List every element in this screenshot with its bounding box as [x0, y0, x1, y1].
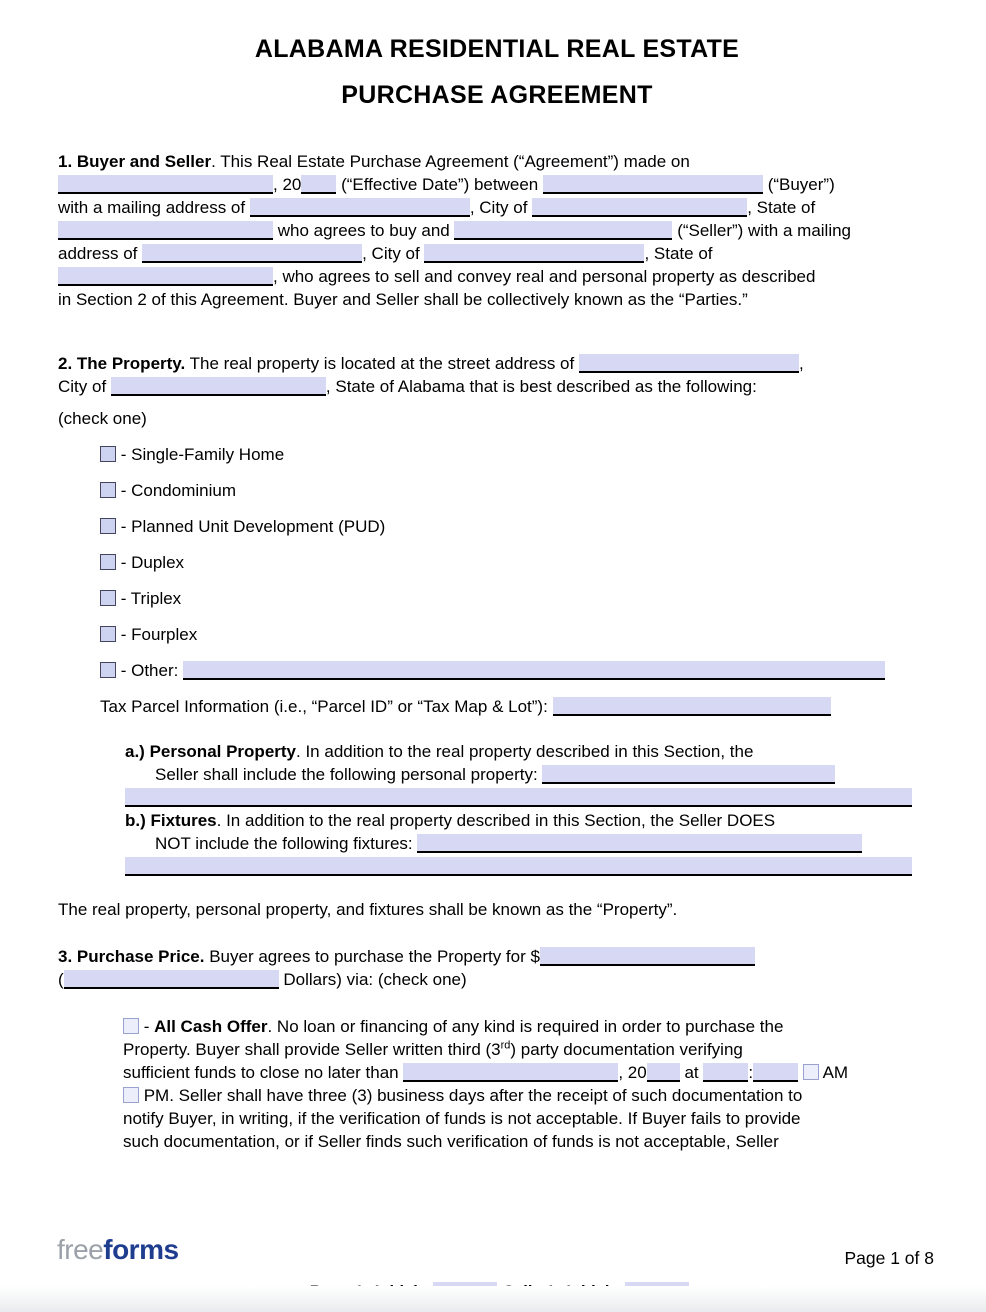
text-run: sufficient funds to close no later than [123, 1063, 404, 1082]
text-run: , who agrees to sell and convey real and personal property as described [273, 267, 816, 286]
text-run: AM [818, 1063, 849, 1082]
text-run: (“Effective Date”) between [336, 175, 543, 194]
superscript-text: rd [500, 1039, 511, 1052]
text-run: , State of [644, 244, 713, 263]
text-run: ) party documentation verifying [510, 1040, 743, 1059]
checkbox-all-cash-offer[interactable] [123, 1018, 139, 1034]
text-run: , State of Alabama that is best described as the following: [325, 377, 757, 396]
field-street-address[interactable] [579, 354, 799, 373]
text-run: . In addition to the real property described in this Section, the [296, 742, 754, 761]
logo-forms-text: forms [103, 1234, 179, 1265]
checkbox-pud[interactable] [100, 518, 116, 534]
property-type-options [100, 443, 936, 682]
text-run: Tax Parcel Information (i.e., “Parcel ID” or “Tax Map & Lot”): [100, 697, 553, 716]
text-run: in Section 2 of this Agreement. Buyer and Seller shall be collectively known as the “Parties.” [58, 290, 748, 309]
text-run: City of [58, 377, 111, 396]
field-seller-state[interactable] [58, 267, 273, 286]
checkbox-triplex[interactable] [100, 590, 116, 606]
field-funds-hour[interactable] [703, 1063, 748, 1082]
checkbox-pm[interactable] [123, 1087, 139, 1103]
field-seller-name[interactable] [454, 221, 672, 240]
text-run: - [139, 1017, 155, 1036]
field-fixtures-1[interactable] [417, 834, 862, 853]
text-run: , City of [362, 244, 425, 263]
checkbox-am[interactable] [803, 1064, 819, 1080]
field-effective-year[interactable] [301, 175, 336, 194]
text-run: - Single-Family Home [116, 445, 285, 464]
checkbox-condominium[interactable] [100, 482, 116, 498]
subsection-personal-property [125, 740, 936, 809]
field-seller-address[interactable] [142, 244, 362, 263]
field-buyer-city[interactable] [532, 198, 747, 217]
text-run: . No loan or financing of any kind is required in order to purchase the [267, 1017, 784, 1036]
text-run: - Other: [116, 661, 184, 680]
text-run: a.) [125, 742, 150, 761]
text-run: The real property is located at the street address of [185, 354, 579, 373]
field-fixtures-2[interactable] [125, 857, 912, 876]
field-property-city[interactable] [111, 377, 326, 396]
text-run: (“Buyer”) [762, 175, 835, 194]
logo-free-text: free [57, 1234, 104, 1265]
text-run: Buyer agrees to purchase the Property for $ [204, 947, 540, 966]
subsection-fixtures [125, 809, 936, 878]
text-run: - Triplex [116, 589, 182, 608]
section-purchase-price [58, 945, 936, 991]
text-run: Seller shall include the following personal property: [155, 765, 543, 784]
text-run: 3. Purchase Price. [58, 947, 205, 966]
text-run: 1. Buyer and Seller [58, 152, 212, 171]
field-purchase-price-numeric[interactable] [540, 947, 755, 966]
field-funds-date[interactable] [403, 1063, 618, 1082]
text-run: . This Real Estate Purchase Agreement (“Agreement”) made on [211, 152, 690, 171]
text-run: address of [58, 244, 143, 263]
text-run: with a mailing address of [58, 198, 250, 217]
text-run: PM. Seller shall have three (3) business days after the receipt of such documentation to [139, 1086, 803, 1105]
check-one-label: (check one) [58, 409, 147, 428]
field-personal-property-2[interactable] [125, 788, 912, 807]
field-personal-property-1[interactable] [542, 765, 835, 784]
checkbox-single-family-home[interactable] [100, 446, 116, 462]
all-cash-offer-clause [123, 1015, 936, 1153]
text-run: b.) [125, 811, 151, 830]
text-run: , 20 [618, 1063, 647, 1082]
text-run: , State of [747, 198, 816, 217]
text-run: (“Seller”) with a mailing [672, 221, 852, 240]
field-buyer-address[interactable] [250, 198, 470, 217]
field-seller-city[interactable] [424, 244, 644, 263]
field-purchase-price-words[interactable] [64, 970, 279, 989]
text-run: : [748, 1063, 754, 1082]
text-run: Dollars) via: (check one) [278, 970, 467, 989]
text-run: Fixtures [150, 811, 217, 830]
field-other-description[interactable] [183, 661, 885, 680]
checkbox-duplex[interactable] [100, 554, 116, 570]
page-number: Page 1 of 8 [844, 1248, 934, 1268]
field-effective-date[interactable] [58, 175, 273, 194]
text-run: , [798, 354, 804, 373]
field-tax-parcel[interactable] [553, 697, 831, 716]
tax-parcel-information [100, 695, 936, 718]
section-the-property [58, 352, 936, 398]
text-run: who agrees to buy and [273, 221, 455, 240]
field-funds-year[interactable] [647, 1063, 680, 1082]
text-run: - Planned Unit Development (PUD) [116, 517, 386, 536]
bottom-fade-decoration [0, 1286, 986, 1312]
text-run: Personal Property [149, 742, 297, 761]
text-run: - Fourplex [116, 625, 198, 644]
field-funds-minute[interactable] [753, 1063, 798, 1082]
text-run: . In addition to the real property described in this Section, the Seller DOES [216, 811, 776, 830]
checkbox-fourplex[interactable] [100, 626, 116, 642]
text-run: at [679, 1063, 704, 1082]
text-run: NOT include the following fixtures: [155, 834, 418, 853]
field-buyer-name[interactable] [543, 175, 763, 194]
text-run: notify Buyer, in writing, if the verification of funds is not acceptable. If Buyer fails to provide [123, 1109, 801, 1128]
document-title [58, 0, 936, 118]
section-buyer-and-seller [58, 150, 936, 311]
text-run: , City of [469, 198, 533, 217]
text-run: Property. Buyer shall provide Seller written third (3 [123, 1040, 501, 1059]
text-run: such documentation, or if Seller finds such verification of funds is not acceptable, Seller [123, 1132, 779, 1151]
text-run: 2. The Property. [58, 354, 186, 373]
document-title-line1: ALABAMA RESIDENTIAL REAL ESTATE [254, 35, 740, 63]
text-run: - Condominium [116, 481, 236, 500]
text-run: , 20 [273, 175, 302, 194]
property-known-as-statement: The real property, personal property, and fixtures shall be known as the “Property”. [58, 900, 678, 919]
text-run: ( [58, 970, 64, 989]
checkbox-other[interactable] [100, 662, 116, 678]
document-title-line2: PURCHASE AGREEMENT [341, 81, 653, 109]
field-buyer-state[interactable] [58, 221, 273, 240]
text-run: All Cash Offer [154, 1017, 268, 1036]
text-run: - Duplex [116, 553, 185, 572]
